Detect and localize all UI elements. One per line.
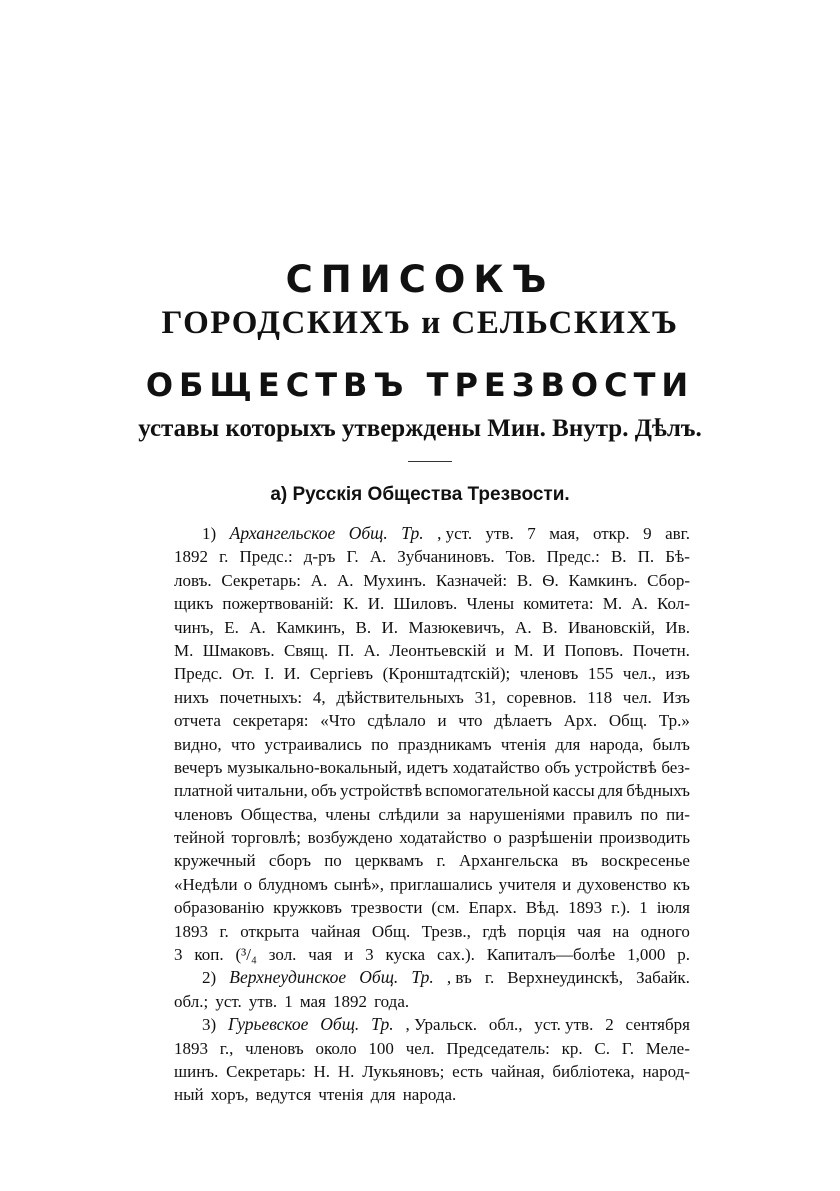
- word: М.: [514, 640, 534, 660]
- word: вечеръ: [174, 757, 223, 777]
- word: порція: [517, 921, 566, 941]
- word: Поповъ.: [564, 640, 624, 660]
- word: народ-: [642, 1061, 690, 1081]
- word: Шиловъ.: [393, 594, 458, 614]
- word: 9: [643, 524, 652, 543]
- text-line: [174, 896, 690, 919]
- word: 2: [605, 1015, 614, 1035]
- word: объ: [311, 781, 337, 801]
- word: Лукьяновъ;: [362, 1061, 445, 1081]
- word: Зубчаниновъ.: [397, 547, 495, 567]
- text-line: [174, 545, 690, 568]
- word: чайная: [310, 921, 361, 941]
- word: 4,: [312, 687, 326, 707]
- word: Секретарь:: [226, 1061, 306, 1081]
- word: разрѣшеніи: [508, 828, 593, 848]
- word: нарушеніями: [469, 804, 565, 824]
- word: Сергіевъ: [309, 664, 374, 684]
- word: чтенія: [318, 1085, 364, 1105]
- word: ходатайство: [452, 757, 540, 777]
- text-line: [174, 662, 690, 685]
- word: Леонтьевскій: [389, 640, 487, 660]
- word: г.).: [611, 898, 631, 918]
- word: ходатайство: [399, 828, 487, 848]
- word: Е.: [224, 617, 239, 637]
- word: идетъ: [406, 757, 449, 777]
- word: Меле-: [645, 1038, 690, 1058]
- word: (³/₄: [235, 945, 257, 965]
- word: 1,000: [627, 945, 666, 965]
- word: Бѣ-: [665, 547, 690, 567]
- word: видно,: [174, 734, 222, 754]
- word: Секретарь:: [221, 570, 301, 590]
- word: хоръ,: [210, 1085, 249, 1105]
- word: М.: [174, 640, 194, 660]
- word: р.: [677, 945, 690, 965]
- text-line: [174, 1013, 690, 1036]
- word: Предс.:: [546, 547, 600, 567]
- word: М.: [602, 594, 623, 614]
- word: Мухинъ.: [363, 570, 427, 590]
- word: (Кронштадтскій);: [382, 664, 511, 684]
- word: І.: [264, 664, 275, 684]
- word: музыкально-вокальный,: [227, 757, 402, 777]
- word: Забайк.: [636, 968, 690, 988]
- word: дѣйствительныхъ: [336, 687, 464, 707]
- text-line: [174, 943, 690, 966]
- word: ведутся: [255, 1085, 312, 1105]
- word: 31,: [474, 687, 496, 707]
- word: А.: [363, 640, 381, 660]
- text-line: [174, 966, 690, 989]
- word: Капиталъ—болѣе: [486, 945, 616, 965]
- word: Сбор-: [647, 570, 690, 590]
- word: 118: [587, 687, 613, 707]
- word: В.: [516, 570, 533, 590]
- word: коп.: [194, 945, 224, 965]
- word: воскресенье: [601, 851, 690, 871]
- word: И.: [283, 664, 301, 684]
- word: въ: [571, 851, 588, 871]
- word: Верхнеудинскѣ,: [507, 968, 623, 988]
- word: іюля: [656, 898, 690, 918]
- word: кр.: [561, 1038, 583, 1058]
- word: «Что: [320, 711, 356, 731]
- word: Тр.»: [658, 711, 690, 731]
- word: г.: [484, 968, 495, 988]
- word: для: [370, 1085, 396, 1105]
- word: и: [437, 711, 447, 731]
- word: 1893: [174, 1038, 208, 1058]
- word: народа.: [402, 1085, 457, 1105]
- society-name-word: Общ.: [359, 967, 399, 988]
- word: В.: [541, 617, 558, 637]
- word: чел.: [622, 687, 652, 707]
- word: и: [495, 640, 505, 660]
- text-line: [174, 990, 690, 1013]
- word: , уст.: [437, 524, 473, 543]
- title-line-1: СПИСОКЪ: [285, 258, 555, 301]
- word: А.: [369, 547, 387, 567]
- word: возбуждено: [307, 828, 393, 848]
- society-name-word: Тр.: [371, 1014, 394, 1035]
- word: А.: [631, 594, 648, 614]
- word: комитета:: [523, 594, 594, 614]
- word: ловъ.: [174, 570, 212, 590]
- word: Вѣд.: [525, 898, 560, 918]
- word: 1: [639, 898, 648, 918]
- title-line-2: ГОРОДСКИХЪ и СЕЛЬСКИХЪ: [161, 305, 679, 341]
- word: вспомогательной: [425, 781, 550, 801]
- word: года.: [374, 991, 410, 1011]
- word: щикъ: [174, 594, 214, 614]
- word: по: [371, 734, 389, 754]
- word: о: [493, 828, 502, 848]
- word: Изъ: [662, 687, 690, 707]
- text-line: [174, 756, 690, 779]
- word: кружечный: [174, 851, 256, 871]
- text-line: [174, 639, 690, 662]
- word: авг.: [665, 524, 690, 543]
- word: Казначей:: [435, 570, 508, 590]
- society-name-word: Общ.: [320, 1014, 360, 1035]
- word: А.: [336, 570, 354, 590]
- word: сынѣ»,: [333, 874, 384, 894]
- word: нихъ: [174, 687, 209, 707]
- word: торговлѣ;: [231, 828, 301, 848]
- word: Архангельска: [459, 851, 559, 871]
- word: учителя: [498, 874, 557, 894]
- word: 3: [365, 945, 374, 965]
- title-line-3: ОБЩЕСТВЪ ТРЕЗВОСТИ: [145, 366, 695, 404]
- word: народа,: [589, 734, 644, 754]
- word: образованію: [174, 898, 265, 918]
- word: секретаря:: [232, 711, 309, 731]
- word: чтенія: [500, 734, 547, 754]
- text-line: [174, 1083, 690, 1106]
- word: о: [243, 874, 253, 894]
- word: , Уральск.: [405, 1015, 477, 1035]
- word: 2): [202, 968, 217, 988]
- word: производить: [599, 828, 690, 848]
- word: г.,: [219, 1038, 234, 1058]
- word: д-ръ: [303, 547, 336, 567]
- word: членовъ: [245, 1038, 304, 1058]
- word: чел.: [405, 1038, 435, 1058]
- word: правилъ: [572, 804, 633, 824]
- word: Общества,: [240, 804, 318, 824]
- word: блудномъ: [258, 874, 328, 894]
- word: чинъ,: [174, 617, 214, 637]
- word: Ѳ.: [542, 570, 559, 590]
- word: обл.;: [174, 991, 209, 1011]
- society-name-word: Общ.: [348, 523, 388, 543]
- word: 3): [202, 1015, 217, 1035]
- word: Члены: [466, 594, 515, 614]
- word: духовенство: [577, 874, 667, 894]
- word: 155: [587, 664, 614, 684]
- word: утв.: [485, 524, 514, 543]
- word: библіотека,: [552, 1061, 635, 1081]
- society-name-word: Тр.: [411, 967, 434, 988]
- word: сборъ: [268, 851, 312, 871]
- word: куска: [385, 945, 426, 965]
- word: кружковъ: [273, 898, 342, 918]
- word: 1893: [568, 898, 603, 918]
- word: и: [344, 945, 354, 965]
- text-line: [174, 873, 690, 896]
- word: А.: [249, 617, 266, 637]
- word: , въ: [446, 968, 472, 988]
- word: (см.: [431, 898, 460, 918]
- word: для: [597, 781, 623, 801]
- word: и: [562, 874, 572, 894]
- word: за: [446, 804, 462, 824]
- word: Мазюкевичъ,: [408, 617, 505, 637]
- word: Арх.: [563, 711, 598, 731]
- word: уст. утв.: [534, 1015, 594, 1035]
- text-line: [174, 849, 690, 872]
- text-line: [174, 686, 690, 709]
- word: П.: [337, 640, 355, 660]
- word: праздникамъ: [398, 734, 492, 754]
- word: членовъ: [174, 804, 233, 824]
- word: чайная,: [490, 1061, 545, 1081]
- word: Общ.: [371, 921, 411, 941]
- word: В.: [355, 617, 372, 637]
- word: открыта: [240, 921, 300, 941]
- word: чая: [577, 921, 601, 941]
- subtitle: уставы которыхъ утверждены Мин. Внутр. Дѣлъ.: [138, 415, 702, 442]
- word: устройствѣ: [339, 781, 422, 801]
- word: И.: [367, 594, 385, 614]
- word: Кол-: [656, 594, 690, 614]
- word: изъ: [665, 664, 690, 684]
- word: 3: [174, 945, 183, 965]
- word: Ивановскій,: [567, 617, 656, 637]
- word: мая: [299, 991, 326, 1011]
- text-line: [174, 779, 690, 802]
- word: чел.,: [622, 664, 657, 684]
- word: что: [230, 734, 256, 754]
- word: для: [555, 734, 581, 754]
- text-line: [174, 733, 690, 756]
- word: Председатель:: [446, 1038, 550, 1058]
- text-line: [174, 592, 690, 615]
- word: П.: [637, 547, 655, 567]
- text-line: [174, 1037, 690, 1060]
- word: И: [542, 640, 555, 660]
- word: Предс.: [174, 664, 223, 684]
- word: пожертвованій:: [222, 594, 334, 614]
- word: г.: [436, 851, 446, 871]
- word: тейной: [174, 828, 225, 848]
- text-line: [174, 920, 690, 943]
- word: К.: [342, 594, 359, 614]
- word: 7: [527, 524, 536, 543]
- word: что: [458, 711, 483, 731]
- body-text: [174, 522, 690, 1107]
- word: Почетн.: [632, 640, 690, 660]
- word: гдѣ: [482, 921, 507, 941]
- word: уст.: [215, 991, 242, 1011]
- word: церквамъ: [355, 851, 424, 871]
- text-line: [174, 616, 690, 639]
- word: сдѣлало: [367, 711, 426, 731]
- word: 1892: [174, 547, 208, 567]
- word: Камкинъ.: [568, 570, 638, 590]
- word: И.: [381, 617, 399, 637]
- word: по: [324, 851, 342, 871]
- word: бѣдныхъ: [626, 781, 690, 801]
- section-heading: а) Русскія Общества Трезвости.: [270, 484, 570, 505]
- word: Свящ.: [283, 640, 329, 660]
- word: зол.: [268, 945, 297, 965]
- word: Н.: [313, 1061, 331, 1081]
- word: 1892: [333, 991, 367, 1011]
- word: слѣдили: [378, 804, 439, 824]
- word: приглашались: [390, 874, 493, 894]
- text-line: [174, 803, 690, 826]
- text-line: [174, 826, 690, 849]
- word: Г.: [346, 547, 359, 567]
- word: Н.: [337, 1061, 355, 1081]
- word: устраивались: [264, 734, 362, 754]
- word: г.: [219, 921, 229, 941]
- word: шинъ.: [174, 1061, 219, 1081]
- word: 100: [368, 1038, 394, 1058]
- word: ный: [174, 1085, 204, 1105]
- word: пи-: [666, 804, 690, 824]
- word: Трезв.,: [421, 921, 471, 941]
- word: сах.).: [436, 945, 475, 965]
- text-line: [174, 709, 690, 732]
- word: 1893: [174, 921, 208, 941]
- word: члены: [325, 804, 371, 824]
- word: Предс.:: [239, 547, 293, 567]
- word: С.: [594, 1038, 611, 1058]
- text-line: [174, 569, 690, 592]
- word: къ: [672, 874, 690, 894]
- word: Общ.: [608, 711, 648, 731]
- word: Тов.: [505, 547, 536, 567]
- word: одного: [640, 921, 690, 941]
- society-name-word: Гурьевское: [228, 1014, 309, 1035]
- word: чая: [308, 945, 333, 965]
- word: Ив.: [665, 617, 690, 637]
- word: на: [612, 921, 630, 941]
- word: по: [640, 804, 659, 824]
- word: почетныхъ:: [219, 687, 303, 707]
- word: трезвости: [350, 898, 423, 918]
- word: кассы: [552, 781, 595, 801]
- word: сентября: [625, 1015, 690, 1035]
- word: 1: [284, 991, 293, 1011]
- word: А.: [515, 617, 532, 637]
- word: есть: [452, 1061, 483, 1081]
- word: А.: [310, 570, 328, 590]
- word: былъ: [652, 734, 690, 754]
- text-line: [174, 1060, 690, 1083]
- word: мая,: [549, 524, 580, 543]
- word: От.: [232, 664, 255, 684]
- word: без-: [661, 757, 690, 777]
- word: Камкинъ,: [276, 617, 346, 637]
- word: Шмаковъ.: [202, 640, 275, 660]
- text-line: [174, 522, 690, 545]
- word: г.: [219, 547, 229, 567]
- word: утв.: [248, 991, 278, 1011]
- word: «Недѣли: [174, 874, 238, 894]
- word: объ: [544, 757, 571, 777]
- word: откр.: [592, 524, 630, 543]
- word: членовъ: [519, 664, 579, 684]
- word: отчета: [174, 711, 221, 731]
- word: обл.,: [488, 1015, 523, 1035]
- word: Г.: [621, 1038, 634, 1058]
- word: соревнов.: [506, 687, 577, 707]
- divider-rule: [408, 461, 452, 462]
- word: устройствѣ: [574, 757, 657, 777]
- word: 1): [202, 524, 217, 543]
- word: около: [315, 1038, 357, 1058]
- word: Епарх.: [468, 898, 517, 918]
- word: В.: [610, 547, 627, 567]
- society-name-word: Тр.: [401, 523, 424, 543]
- society-name-word: Верхнеудинское: [229, 967, 347, 988]
- word: читальни,: [236, 781, 308, 801]
- word: платной: [174, 781, 233, 801]
- society-name-word: Архангельское: [229, 523, 336, 543]
- word: дѣлаетъ: [494, 711, 552, 731]
